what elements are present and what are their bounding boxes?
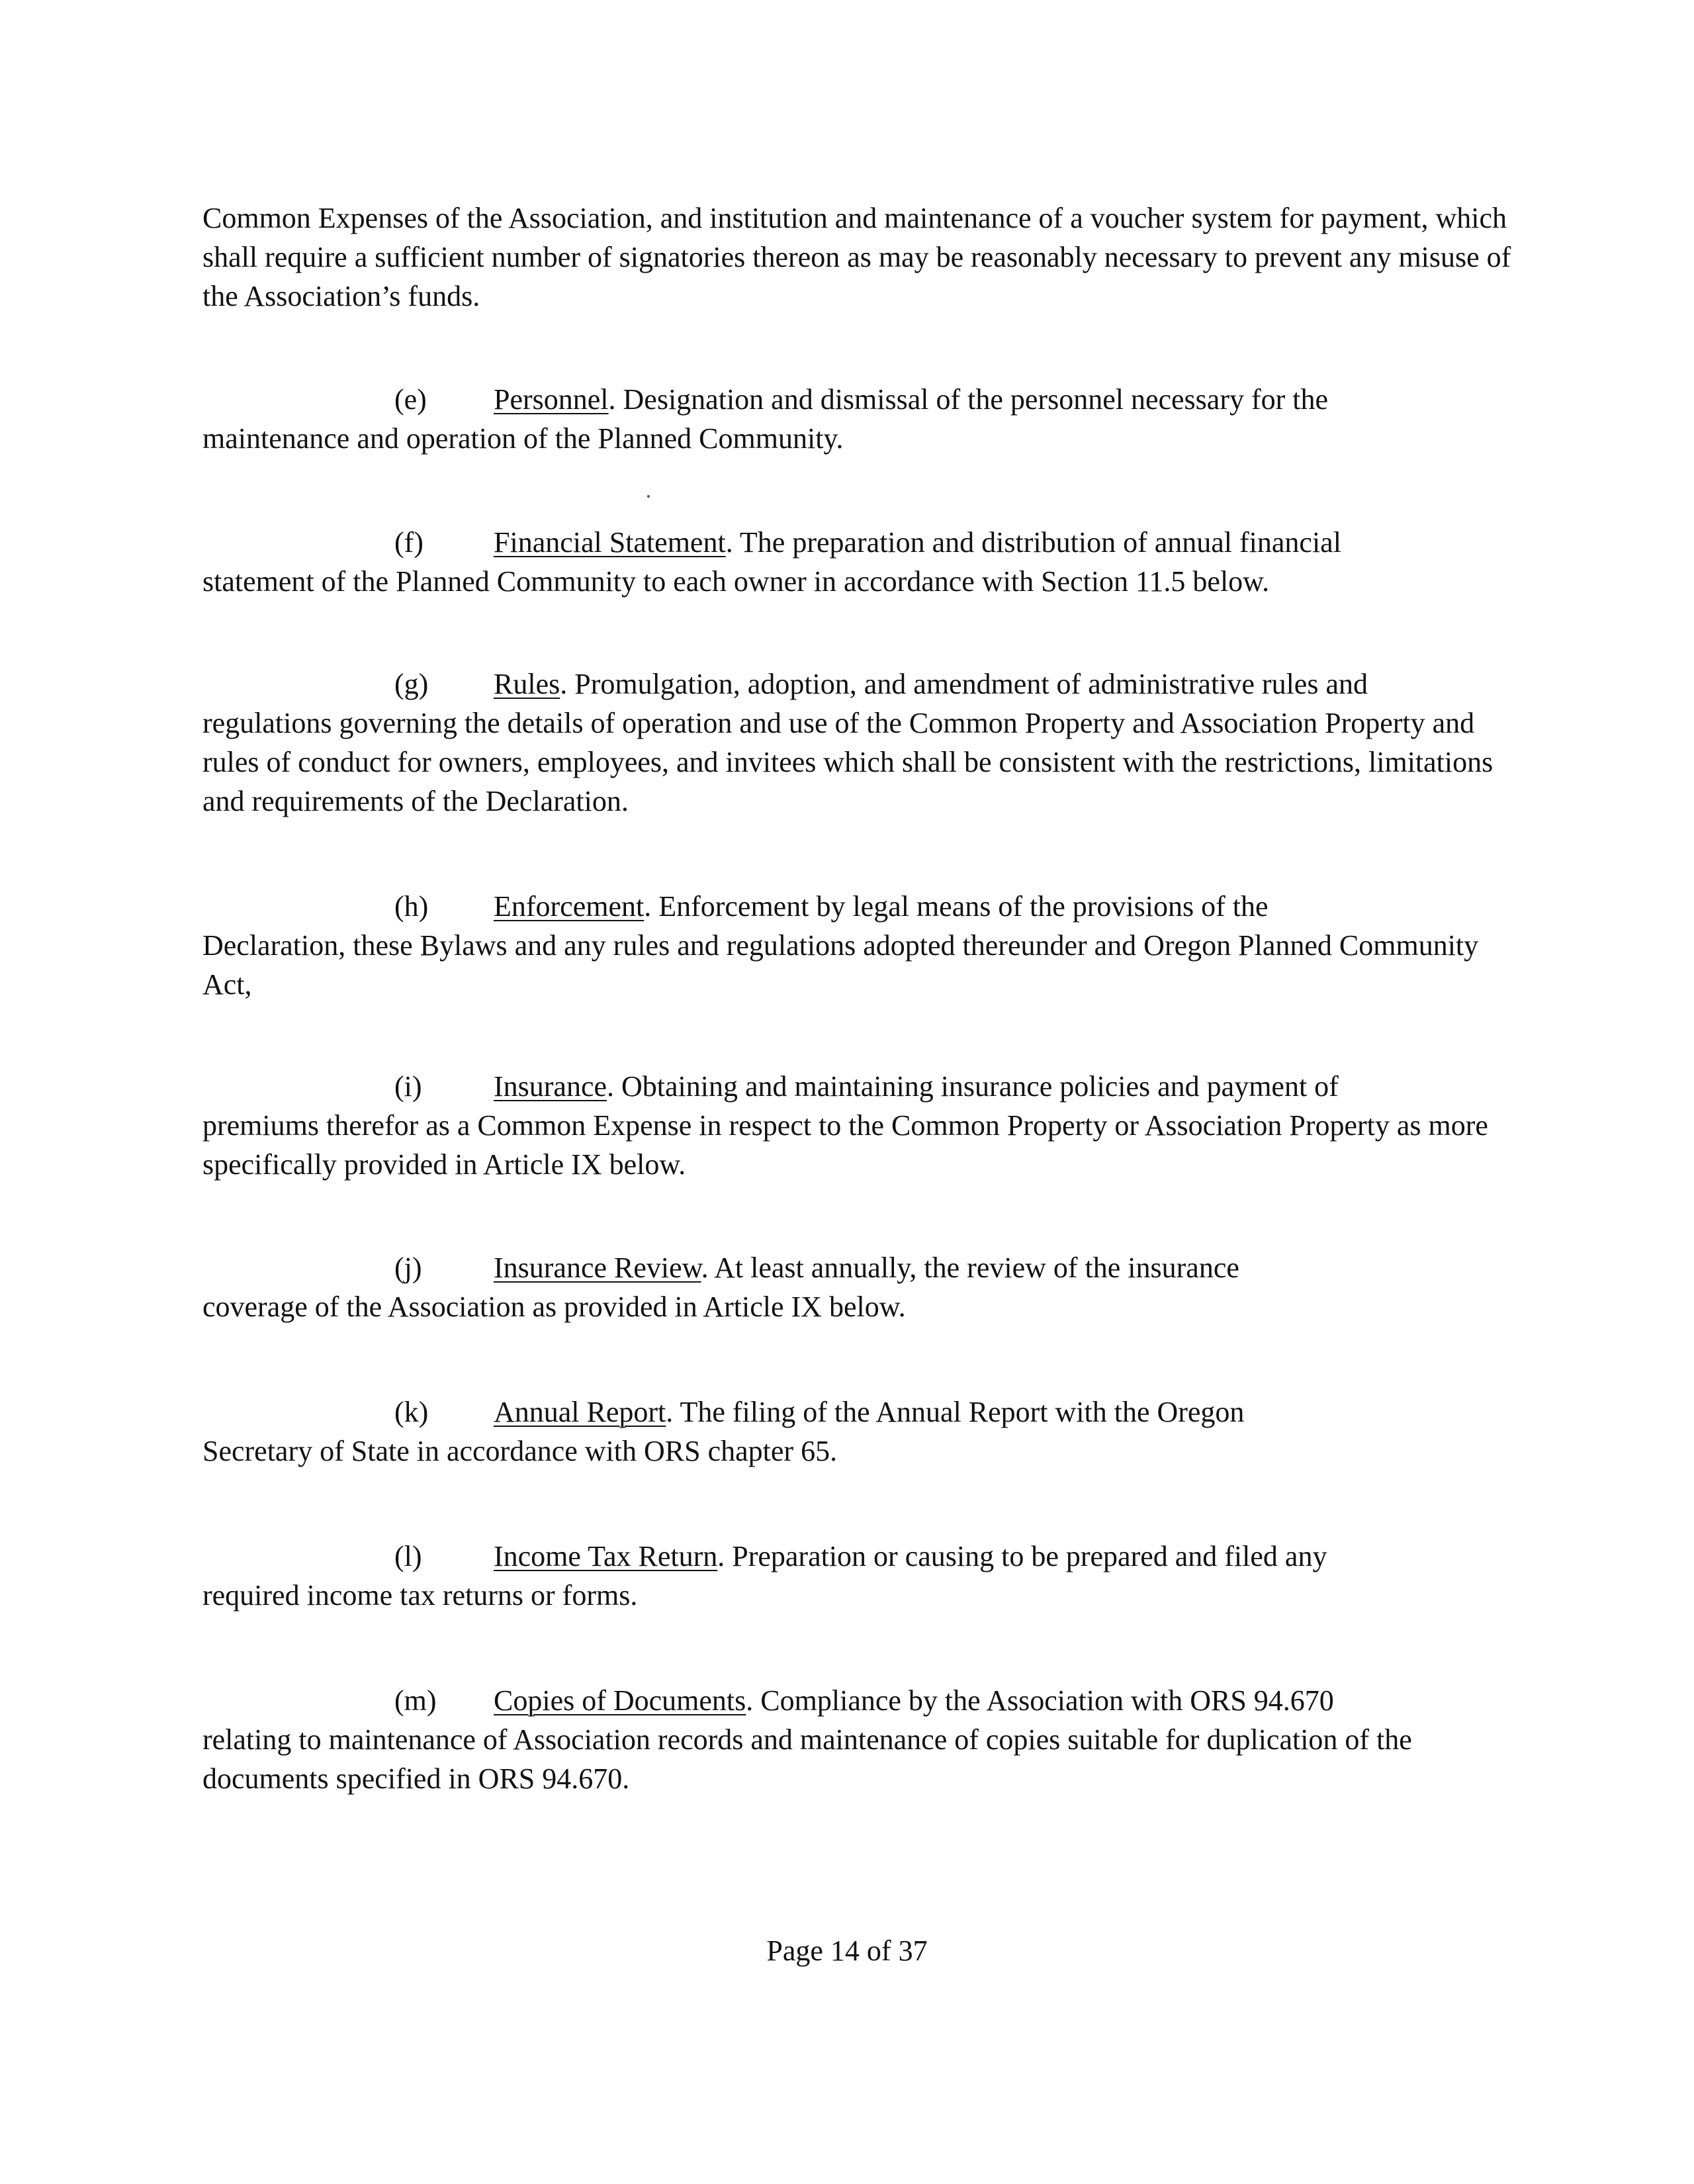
item-heading: Copies of Documents — [494, 1684, 746, 1717]
item-heading: Income Tax Return — [494, 1540, 718, 1572]
item-rest-text: premiums therefor as a Common Expense in respect to the Common Property or Association Property as more specifically provided in Article IX below. — [202, 1109, 1488, 1181]
item-heading: Personnel — [494, 383, 609, 416]
item-letter: (g) — [394, 668, 429, 700]
item-j — [202, 1248, 1519, 1326]
item-rest-text: Secretary of State in accordance with ORS chapter 65. — [202, 1435, 838, 1467]
item-k — [202, 1392, 1519, 1471]
item-letter: (l) — [394, 1540, 422, 1572]
item-first-text: . Obtaining and maintaining insurance policies and payment of — [607, 1070, 1339, 1103]
item-letter: (m) — [394, 1684, 437, 1717]
item-i — [202, 1067, 1519, 1184]
item-rest-text: statement of the Planned Community to each owner in accordance with Section 11.5 below. — [202, 565, 1270, 598]
item-first-text: . Promulgation, adoption, and amendment of administrative rules and — [560, 668, 1368, 700]
item-first-text: . Preparation or causing to be prepared and filed any — [717, 1540, 1327, 1572]
item-rest-text: coverage of the Association as provided in Article IX below. — [202, 1291, 906, 1323]
item-letter: (k) — [394, 1396, 429, 1428]
item-letter: (h) — [394, 890, 429, 923]
scan-speck — [647, 495, 650, 498]
item-letter: (e) — [394, 383, 427, 416]
item-rest-text: relating to maintenance of Association records and maintenance of copies suitable for duplication of the documents specified in ORS 94.670. — [202, 1723, 1412, 1795]
item-heading: Financial Statement — [494, 526, 726, 559]
item-first-text: . Compliance by the Association with ORS 94.670 — [746, 1684, 1334, 1717]
item-first-text: . The preparation and distribution of annual financial — [725, 526, 1341, 559]
item-e-first-line — [202, 380, 1519, 419]
item-first-text: . At least annually, the review of the insurance — [701, 1251, 1239, 1284]
intro-paragraph: Common Expenses of the Association, and institution and maintenance of a voucher system for payment, which shall require a sufficient number of signatories thereon as may be reasonably necessary to prevent any misuse of the Association’s funds. — [202, 202, 1511, 312]
item-m-first-line — [202, 1681, 1519, 1720]
item-letter: (f) — [394, 526, 424, 559]
item-h — [202, 887, 1519, 1004]
item-m — [202, 1681, 1519, 1798]
item-h-first-line — [202, 887, 1519, 926]
item-f — [202, 523, 1519, 601]
item-l-first-line — [202, 1537, 1519, 1576]
item-g — [202, 664, 1519, 821]
item-letter: (j) — [394, 1251, 422, 1284]
item-j-first-line — [202, 1248, 1519, 1287]
item-heading: Annual Report — [494, 1396, 666, 1428]
item-heading: Enforcement — [494, 890, 645, 923]
item-g-first-line — [202, 664, 1519, 704]
item-letter: (i) — [394, 1070, 422, 1103]
item-first-text: . Designation and dismissal of the personnel necessary for the — [608, 383, 1329, 416]
item-i-first-line — [202, 1067, 1519, 1106]
item-heading: Insurance Review — [494, 1251, 701, 1284]
item-first-text: . Enforcement by legal means of the provisions of the — [644, 890, 1269, 923]
item-k-first-line — [202, 1392, 1519, 1432]
item-rest-text: regulations governing the details of operation and use of the Common Property and Association Property and rules of conduct for owners, employees, and invitees which shall be consistent with the restrictions, limitations and requirements of the Declaration. — [202, 707, 1493, 817]
item-heading: Rules — [494, 668, 560, 700]
item-first-text: . The filing of the Annual Report with the Oregon — [666, 1396, 1245, 1428]
item-rest-text: maintenance and operation of the Planned Community. — [202, 422, 844, 455]
item-heading: Insurance — [494, 1070, 607, 1103]
page-number: Page 14 of 37 — [766, 1934, 928, 1967]
item-rest-text: Declaration, these Bylaws and any rules and regulations adopted thereunder and Oregon Planned Community Act, — [202, 929, 1479, 1001]
item-f-first-line — [202, 523, 1519, 562]
item-e — [202, 380, 1519, 458]
item-l — [202, 1537, 1519, 1615]
item-rest-text: required income tax returns or forms. — [202, 1579, 638, 1612]
